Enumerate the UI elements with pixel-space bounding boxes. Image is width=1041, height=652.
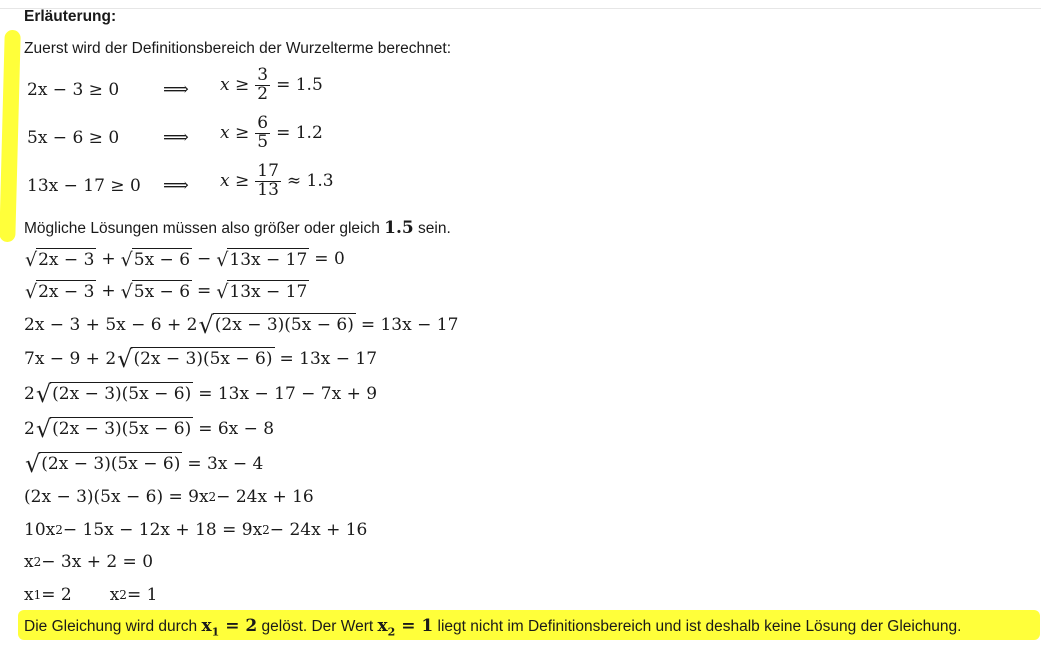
- math-value: = 1: [395, 616, 434, 636]
- conclusion-part: gelöst. Der Wert: [257, 618, 378, 635]
- fraction-denominator-1: 2: [257, 83, 269, 104]
- implies-arrow-2: ⟹: [163, 127, 189, 148]
- equation-step-6: [24, 417, 274, 441]
- math-value: = 2: [219, 616, 258, 636]
- possible-before: Mögliche Lösungen müssen also größer oder gleich: [24, 220, 385, 237]
- radical-sign: √: [120, 249, 133, 271]
- domain-result-3: [220, 163, 334, 200]
- conclusion-text: [24, 616, 961, 638]
- fraction-3: [255, 163, 281, 200]
- radicand: 5x − 6: [133, 250, 191, 270]
- possible-solutions-text: [24, 218, 451, 238]
- sqrt-3: [216, 280, 309, 302]
- equation-suffix: = 13x − 17: [360, 315, 459, 335]
- radical-sign: √: [25, 450, 41, 478]
- operator: −: [197, 249, 212, 269]
- equation-part: − 24x + 16: [269, 520, 368, 540]
- equation-step-9: [24, 520, 367, 540]
- equation-step-3: [24, 313, 458, 337]
- radical-sign: √: [35, 380, 52, 408]
- possible-after: sein.: [413, 220, 451, 237]
- operator: +: [101, 281, 116, 301]
- equation-step-8: [24, 487, 314, 507]
- equation-step-2: [24, 280, 310, 302]
- conclusion-part: liegt nicht im Definitionsbereich und ist deshalb keine Lösung der Gleichung.: [433, 618, 962, 635]
- equation-step-4: [24, 347, 377, 371]
- radical-sign: √: [216, 281, 229, 303]
- equation-suffix: = 6x − 8: [198, 419, 275, 439]
- domain-condition-2: 5x − 6 ≥ 0: [27, 128, 120, 148]
- math-var: x: [377, 616, 388, 636]
- exponent: 2: [33, 555, 42, 569]
- fraction-denominator-2: 5: [257, 131, 269, 152]
- sqrt-product: [117, 347, 274, 371]
- fraction-numerator-3: 17: [257, 161, 279, 181]
- radical-sign: √: [120, 281, 133, 303]
- implies-arrow-1: ⟹: [163, 79, 189, 100]
- implies-arrow-3: ⟹: [163, 175, 189, 196]
- sqrt-product: [198, 313, 355, 337]
- sqrt-1: [25, 248, 96, 270]
- section-title: Erläuterung:: [24, 8, 117, 25]
- solution-var-2: x: [109, 585, 120, 605]
- equation-suffix: = 3x − 4: [187, 454, 264, 474]
- radicand: (2x − 3)(5x − 6): [133, 349, 273, 369]
- radical-sign: √: [198, 311, 214, 339]
- equation-step-7: [24, 452, 263, 476]
- radicand: 13x − 17: [229, 282, 308, 302]
- radicand: (2x − 3)(5x − 6): [52, 419, 192, 439]
- radicand: 13x − 17: [229, 250, 308, 270]
- sqrt-3: [216, 248, 309, 270]
- radical-sign: √: [117, 345, 133, 373]
- equation-prefix: 7x − 9 + 2: [24, 349, 117, 369]
- solutions-line: [24, 585, 157, 605]
- radicand: (2x − 3)(5x − 6): [41, 454, 181, 474]
- equation-part: − 15x − 12x + 18 = 9x: [62, 520, 263, 540]
- subscript: 1: [211, 625, 220, 639]
- equation-step-5: [24, 382, 377, 406]
- equation-prefix: 2: [24, 384, 35, 404]
- radicand: 2x − 3: [38, 282, 95, 302]
- fraction-numerator-2: 6: [257, 113, 269, 133]
- sqrt-product: [36, 382, 193, 406]
- solution-var-1: x: [24, 585, 34, 605]
- equation-prefix: 2: [24, 419, 35, 439]
- conclusion-part: Die Gleichung wird durch: [24, 618, 202, 635]
- equation-suffix: = 13x − 17 − 7x + 9: [198, 384, 378, 404]
- exponent: 2: [208, 490, 217, 504]
- top-divider: [0, 8, 1041, 9]
- domain-result-2: [220, 115, 323, 152]
- fraction-denominator-3: 13: [257, 179, 279, 200]
- subscript: 2: [387, 625, 396, 639]
- domain-result-1: [220, 67, 323, 104]
- radicand: 2x − 3: [38, 250, 95, 270]
- domain-condition-1: 2x − 3 ≥ 0: [27, 80, 120, 100]
- radicand: (2x − 3)(5x − 6): [214, 315, 354, 335]
- operator: +: [101, 249, 116, 269]
- equation-part: − 3x + 2 = 0: [41, 552, 154, 572]
- fraction-numerator-1: 3: [257, 65, 269, 85]
- sqrt-2: [121, 248, 192, 270]
- radicand: 5x − 6: [133, 282, 191, 302]
- equation-part: 10x: [24, 520, 56, 540]
- equation-part: x: [24, 552, 34, 572]
- equation-part: (2x − 3)(5x − 6) = 9x: [24, 487, 209, 507]
- domain-lhs-2: x ≥: [220, 123, 250, 144]
- solution-value-2: = 1: [126, 585, 158, 605]
- math-var: x: [201, 616, 212, 636]
- solution-value-1: = 2: [41, 585, 72, 605]
- equation-suffix: = 13x − 17: [279, 349, 378, 369]
- operator: =: [197, 281, 212, 301]
- equation-step-10: [24, 552, 153, 572]
- radical-sign: √: [35, 415, 52, 443]
- fraction-1: [255, 67, 270, 104]
- radical-sign: √: [216, 249, 229, 271]
- fraction-2: [255, 115, 270, 152]
- domain-rhs-2: = 1.2: [276, 123, 323, 144]
- radical-sign: √: [25, 281, 38, 303]
- radical-sign: √: [25, 249, 38, 271]
- sqrt-product: [25, 452, 182, 476]
- domain-rhs-3: ≈ 1.3: [286, 171, 334, 192]
- equation-step-1: [24, 248, 345, 270]
- conclusion-math-2: [377, 616, 434, 639]
- radicand: (2x − 3)(5x − 6): [52, 384, 192, 404]
- domain-condition-3: 13x − 17 ≥ 0: [27, 176, 141, 196]
- equation-part: − 24x + 16: [216, 487, 314, 507]
- sqrt-2: [121, 280, 192, 302]
- exponent: 2: [262, 523, 270, 537]
- equation-prefix: 2x − 3 + 5x − 6 + 2: [24, 315, 198, 335]
- sqrt-product: [36, 417, 193, 441]
- intro-text: Zuerst wird der Definitionsbereich der Wurzelterme berechnet:: [24, 40, 452, 57]
- domain-lhs-1: x ≥: [220, 75, 250, 96]
- possible-value: 1.5: [384, 218, 414, 238]
- domain-rhs-1: = 1.5: [276, 75, 323, 96]
- equation-tail: = 0: [314, 249, 345, 269]
- conclusion-math-1: [201, 616, 258, 639]
- exponent: 2: [55, 523, 63, 537]
- subscript: 2: [119, 588, 127, 602]
- left-highlight-mark: [0, 30, 21, 242]
- sqrt-1: [25, 280, 96, 302]
- domain-lhs-3: x ≥: [220, 171, 250, 192]
- subscript: 1: [33, 588, 42, 602]
